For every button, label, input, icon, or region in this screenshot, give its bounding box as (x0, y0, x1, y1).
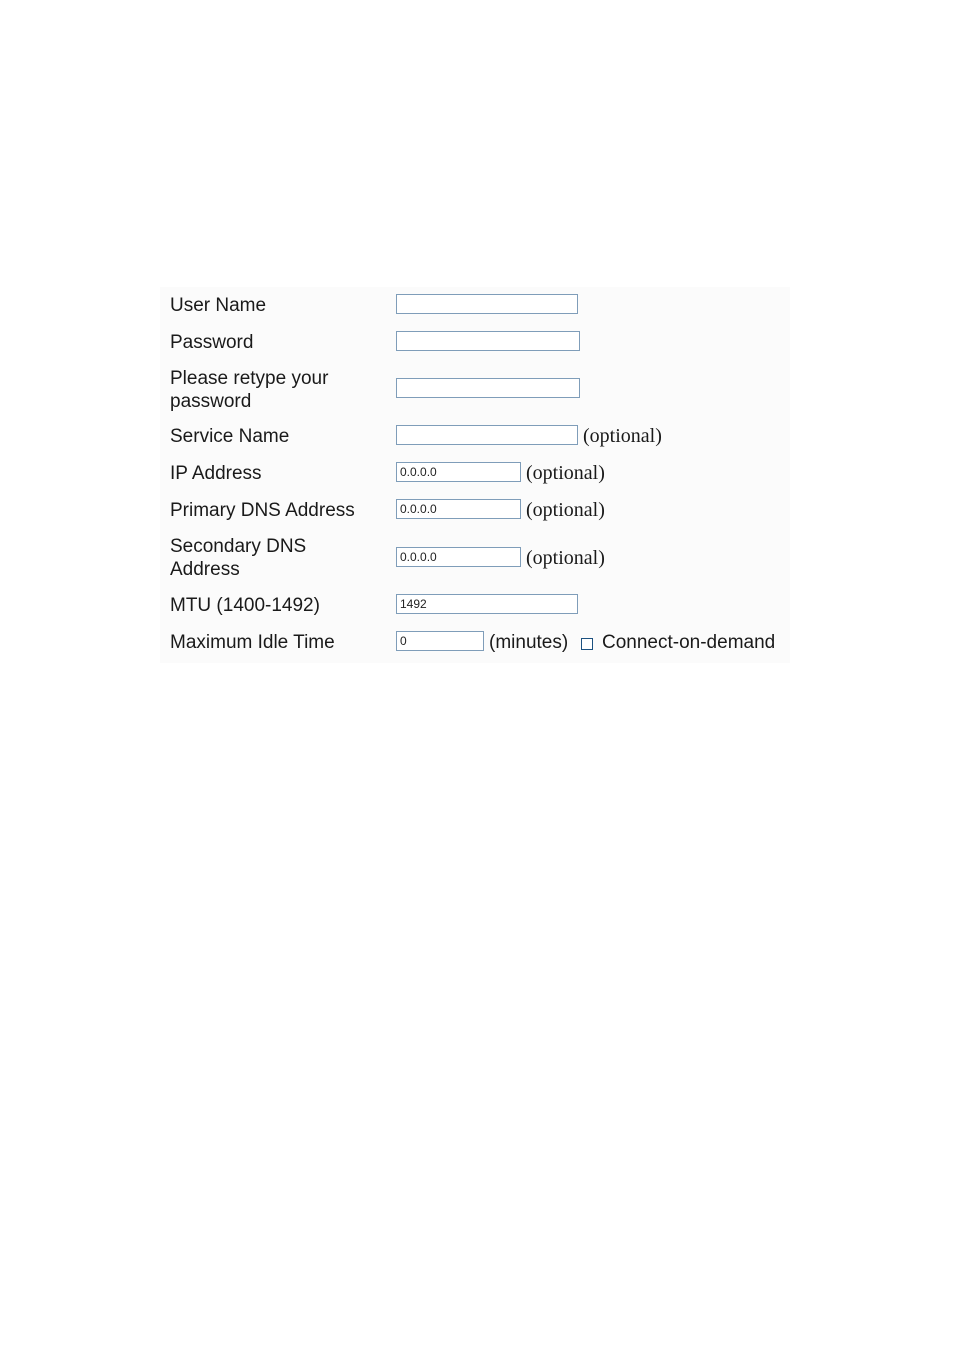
secondary-dns-label-line2: Address (170, 559, 240, 580)
ip-address-label: IP Address (170, 463, 262, 484)
secondary-dns-optional-note: (optional) (526, 547, 605, 569)
primary-dns-input[interactable] (396, 499, 521, 519)
service-name-input[interactable] (396, 425, 578, 445)
mtu-input[interactable] (396, 594, 578, 614)
max-idle-unit: (minutes) (489, 632, 569, 653)
ip-address-optional-note: (optional) (526, 462, 605, 484)
primary-dns-optional-note: (optional) (526, 499, 605, 521)
retype-password-input[interactable] (396, 378, 580, 398)
primary-dns-label: Primary DNS Address (170, 500, 355, 521)
ip-address-input[interactable] (396, 462, 521, 482)
retype-password-label-line1: Please retype your (170, 368, 329, 389)
user-name-label: User Name (170, 295, 267, 316)
pppoe-settings-form (160, 287, 790, 663)
connect-on-demand-label: Connect-on-demand (602, 632, 776, 653)
user-name-input[interactable] (396, 294, 578, 314)
max-idle-label: Maximum Idle Time (170, 632, 335, 653)
password-input[interactable] (396, 331, 580, 351)
mtu-label: MTU (1400-1492) (170, 595, 320, 616)
max-idle-input[interactable] (396, 631, 484, 651)
password-label: Password (170, 332, 254, 353)
service-name-optional-note: (optional) (583, 425, 662, 447)
secondary-dns-label-line1: Secondary DNS (170, 536, 307, 557)
service-name-label: Service Name (170, 426, 290, 447)
retype-password-label-line2: password (170, 391, 252, 412)
secondary-dns-input[interactable] (396, 547, 521, 567)
connect-on-demand-checkbox[interactable] (581, 638, 593, 650)
